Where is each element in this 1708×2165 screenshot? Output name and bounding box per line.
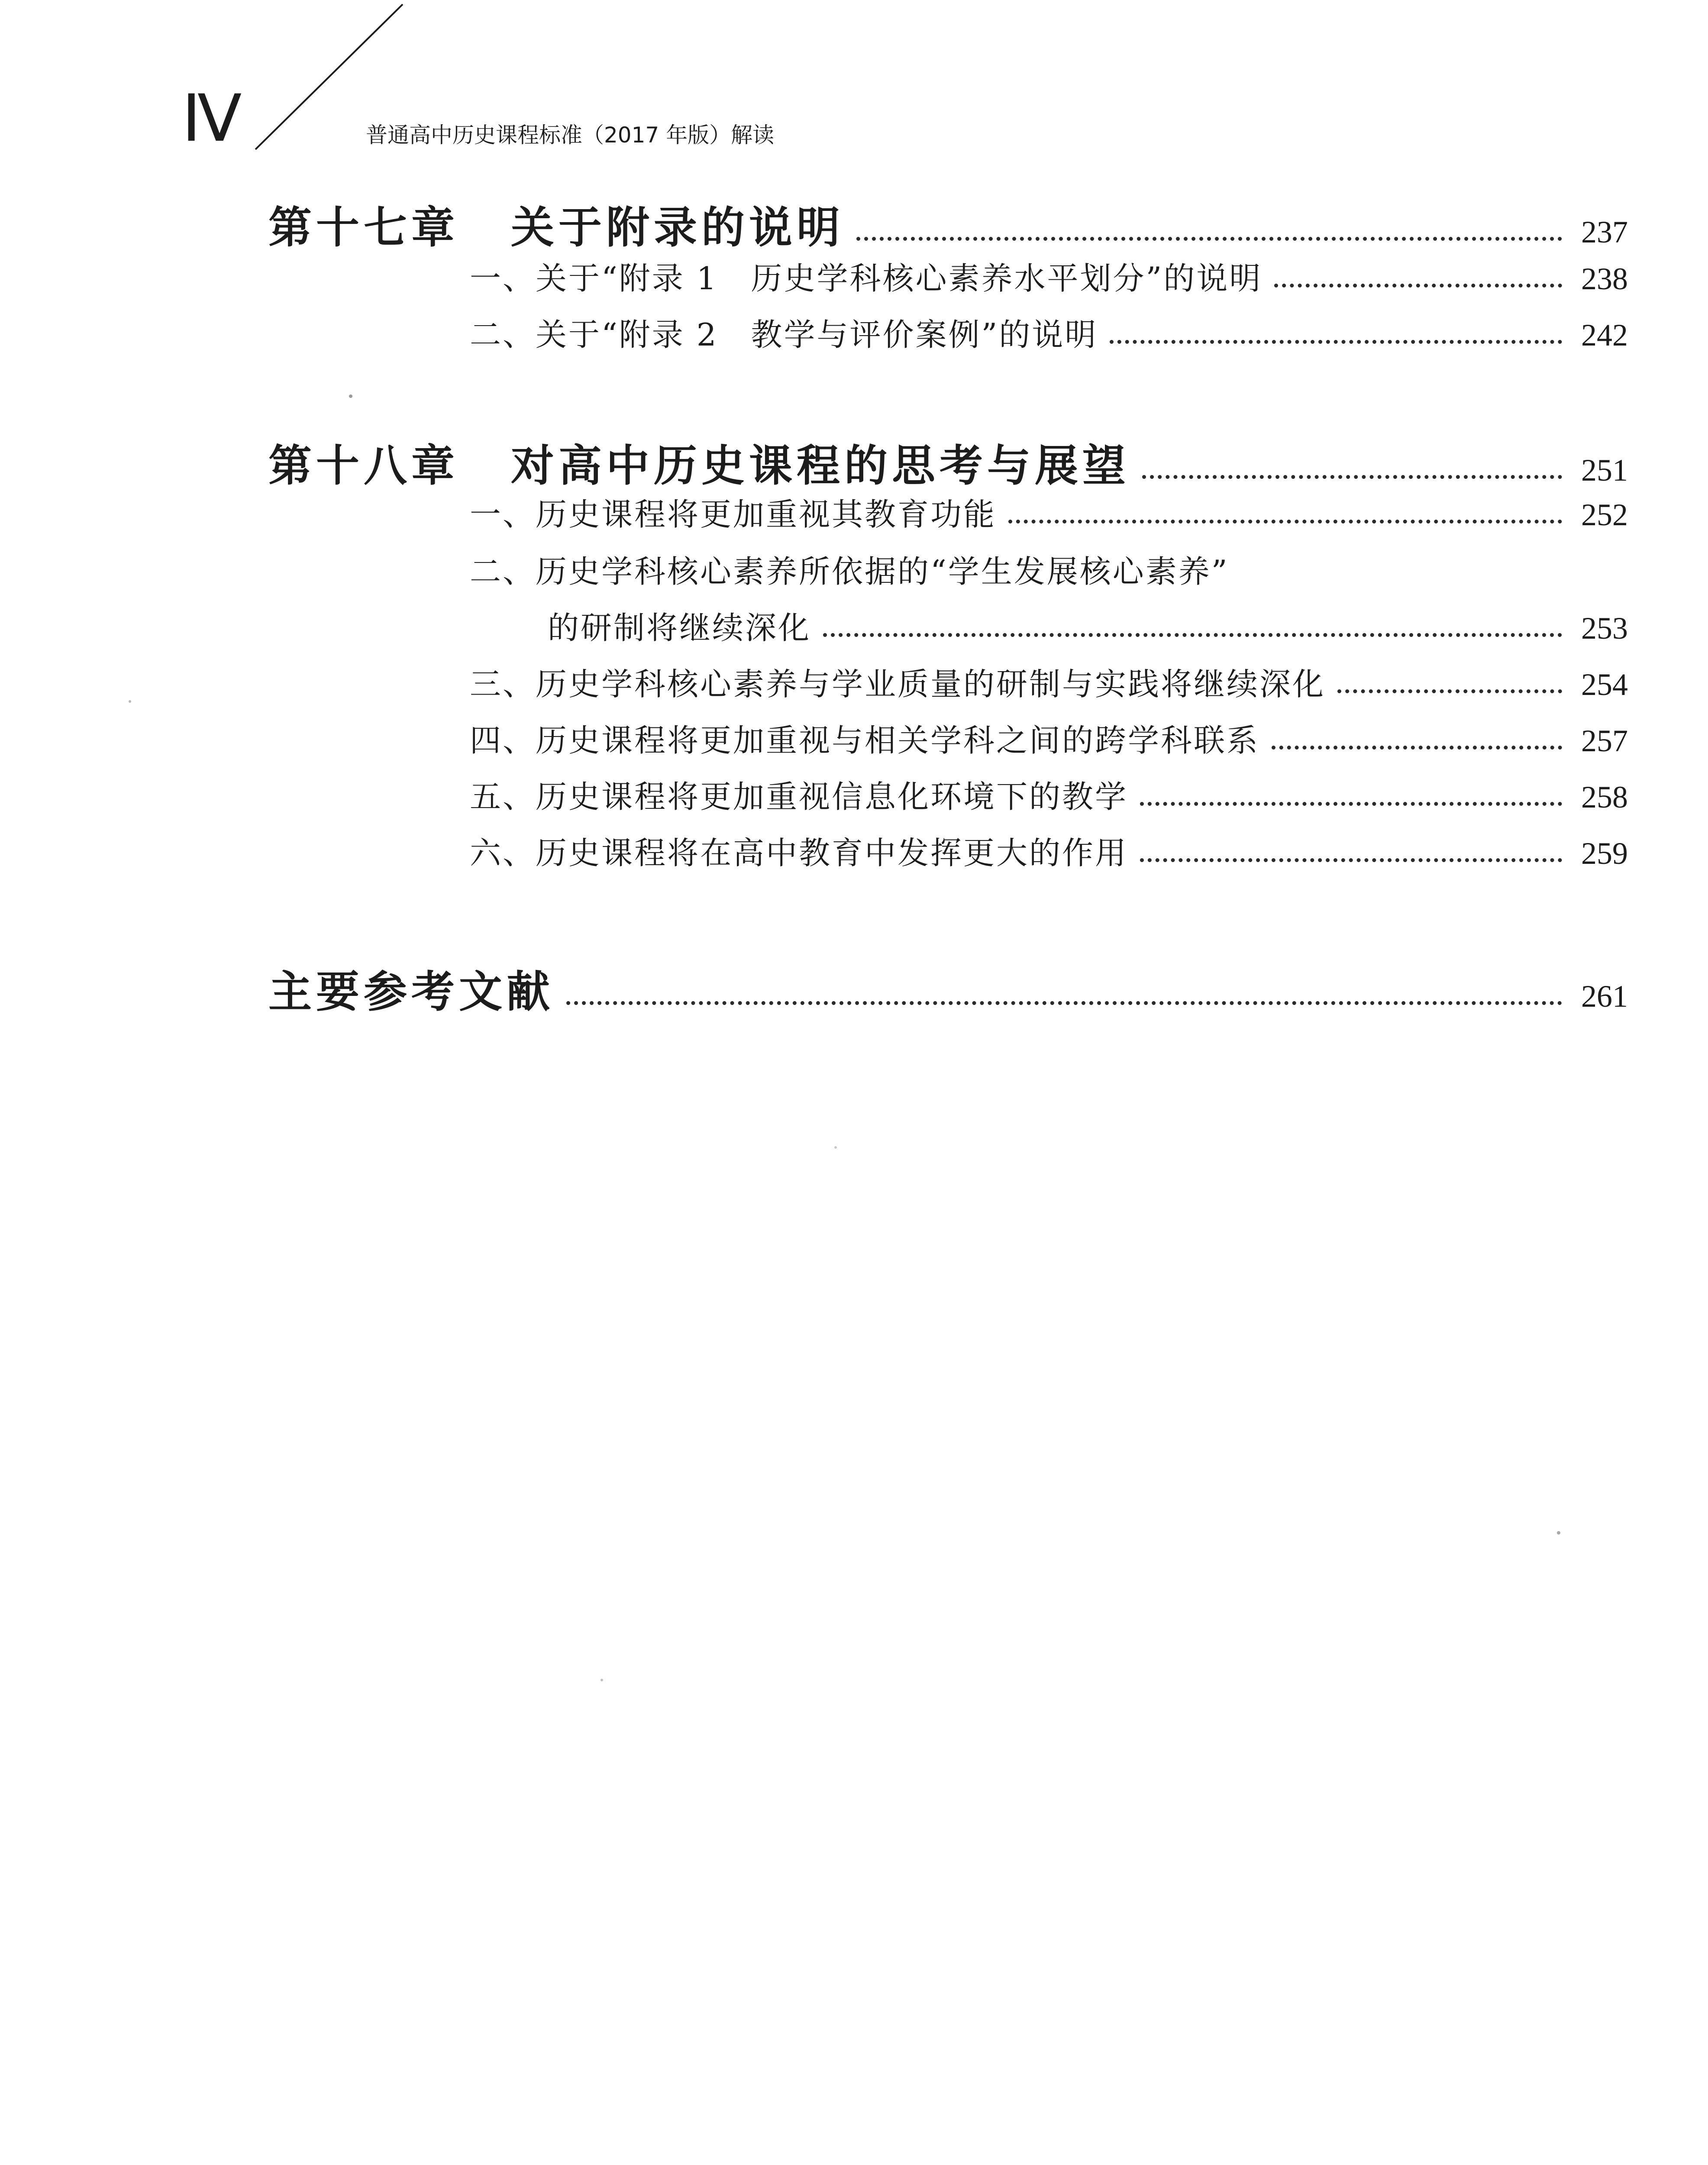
chapter-label: 第十八章 bbox=[268, 440, 459, 491]
page-number: 251 bbox=[1581, 453, 1628, 488]
running-header-title: 普通高中历史课程标准（2017 年版）解读 bbox=[366, 123, 775, 148]
page-number: 257 bbox=[1581, 724, 1628, 758]
page-number: 259 bbox=[1581, 836, 1628, 871]
page-number: 254 bbox=[1581, 667, 1628, 702]
references-title: 主要参考文献 bbox=[268, 966, 554, 1017]
entry-title: 一、关于“附录 1 历史学科核心素养水平划分”的说明 bbox=[470, 260, 1262, 297]
page-number: 258 bbox=[1581, 780, 1628, 814]
page-number: 238 bbox=[1581, 262, 1628, 296]
entry-title: 四、历史课程将更加重视与相关学科之间的跨学科联系 bbox=[470, 722, 1260, 759]
page-number: 252 bbox=[1581, 498, 1628, 532]
chapter-title: 对高中历史课程的思考与展望 bbox=[511, 440, 1130, 491]
page-folio: Ⅳ bbox=[182, 83, 239, 155]
entry-title: 二、历史学科核心素养所依据的“学生发展核心素养” bbox=[470, 553, 1229, 590]
chapter-title: 关于附录的说明 bbox=[511, 202, 844, 253]
chapter-label: 第十七章 bbox=[268, 202, 459, 253]
page-number: 237 bbox=[1581, 215, 1628, 249]
page-number: 253 bbox=[1581, 611, 1628, 646]
entry-title: 三、历史学科核心素养与学业质量的研制与实践将继续深化 bbox=[470, 666, 1326, 702]
entry-title-continuation: 的研制将继续深化 bbox=[548, 610, 811, 646]
entry-title: 五、历史课程将更加重视信息化环境下的教学 bbox=[470, 779, 1128, 815]
entry-title: 六、历史课程将在高中教育中发挥更大的作用 bbox=[470, 835, 1128, 871]
page-number: 261 bbox=[1581, 979, 1628, 1014]
page-number: 242 bbox=[1581, 318, 1628, 352]
entry-title: 一、历史课程将更加重视其教育功能 bbox=[470, 496, 997, 533]
entry-title: 二、关于“附录 2 教学与评价案例”的说明 bbox=[470, 317, 1098, 353]
